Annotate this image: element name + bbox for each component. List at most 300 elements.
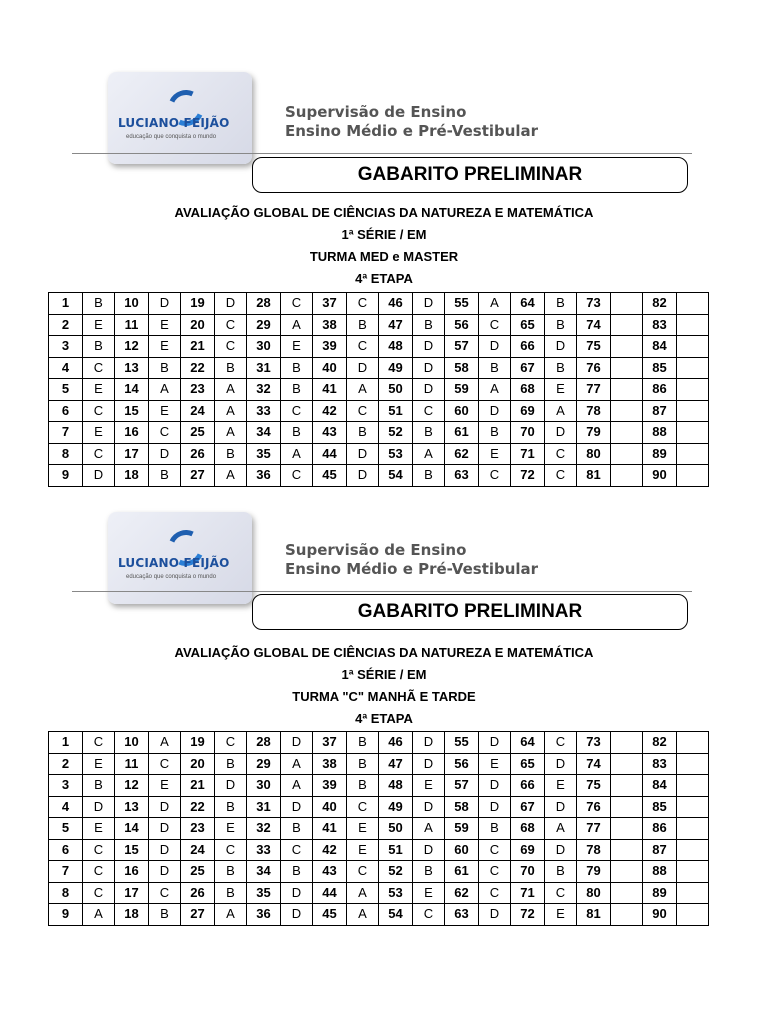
question-number: 74	[577, 314, 611, 336]
answer-cell: C	[347, 293, 379, 315]
answer-cell: A	[281, 314, 313, 336]
table-row	[49, 732, 709, 754]
question-number: 81	[577, 465, 611, 487]
answer-cell	[677, 818, 709, 840]
answer-cell: A	[215, 904, 247, 926]
question-number: 37	[313, 293, 347, 315]
answer-cell: D	[413, 839, 445, 861]
question-number: 33	[247, 400, 281, 422]
question-number: 81	[577, 904, 611, 926]
answer-cell: C	[281, 293, 313, 315]
table-row	[49, 753, 709, 775]
answer-cell: D	[413, 732, 445, 754]
answer-cell: D	[545, 422, 577, 444]
answer-cell: D	[281, 882, 313, 904]
question-number: 30	[247, 775, 281, 797]
question-number: 58	[445, 357, 479, 379]
answer-cell: E	[479, 753, 511, 775]
answer-cell: E	[83, 818, 115, 840]
answer-cell: D	[545, 796, 577, 818]
question-number: 43	[313, 422, 347, 444]
question-number: 79	[577, 861, 611, 883]
answer-cell: A	[281, 753, 313, 775]
question-number: 62	[445, 443, 479, 465]
question-number: 25	[181, 861, 215, 883]
question-number: 89	[643, 443, 677, 465]
answer-cell	[611, 796, 643, 818]
question-number: 21	[181, 336, 215, 358]
question-number: 53	[379, 882, 413, 904]
answer-cell: B	[347, 314, 379, 336]
answer-cell: C	[479, 861, 511, 883]
answer-cell: A	[479, 293, 511, 315]
answer-cell: B	[479, 357, 511, 379]
exam-name: AVALIAÇÃO GLOBAL DE CIÊNCIAS DA NATUREZA E MATEMÁTICA	[174, 645, 594, 660]
answer-cell: B	[281, 422, 313, 444]
question-number: 24	[181, 839, 215, 861]
answer-cell: E	[281, 336, 313, 358]
question-number: 41	[313, 379, 347, 401]
question-number: 51	[379, 839, 413, 861]
answer-cell: A	[83, 904, 115, 926]
answer-cell: E	[545, 904, 577, 926]
question-number: 49	[379, 357, 413, 379]
answer-cell: C	[83, 443, 115, 465]
question-number: 20	[181, 314, 215, 336]
answer-cell: A	[347, 379, 379, 401]
question-number: 51	[379, 400, 413, 422]
question-number: 27	[181, 904, 215, 926]
answer-cell: D	[83, 796, 115, 818]
question-number: 2	[49, 753, 83, 775]
answer-cell: D	[149, 443, 181, 465]
question-number: 9	[49, 465, 83, 487]
question-number: 8	[49, 443, 83, 465]
question-number: 5	[49, 818, 83, 840]
question-number: 78	[577, 839, 611, 861]
answer-cell: C	[215, 314, 247, 336]
answer-cell: D	[413, 753, 445, 775]
answer-cell: C	[347, 336, 379, 358]
answer-cell	[677, 882, 709, 904]
answer-cell: C	[347, 400, 379, 422]
question-number: 71	[511, 882, 545, 904]
class-name: TURMA "C" MANHÃ E TARDE	[292, 689, 476, 704]
question-number: 41	[313, 818, 347, 840]
question-number: 67	[511, 796, 545, 818]
question-number: 45	[313, 904, 347, 926]
question-number: 52	[379, 861, 413, 883]
answer-cell: B	[281, 379, 313, 401]
answer-cell: D	[413, 336, 445, 358]
question-number: 28	[247, 732, 281, 754]
answer-cell: C	[479, 314, 511, 336]
question-number: 32	[247, 818, 281, 840]
answer-cell: E	[545, 379, 577, 401]
question-number: 4	[49, 796, 83, 818]
question-number: 37	[313, 732, 347, 754]
question-number: 23	[181, 818, 215, 840]
answer-cell	[677, 753, 709, 775]
question-number: 17	[115, 882, 149, 904]
answer-cell: B	[281, 357, 313, 379]
supervision-line-1: Supervisão de Ensino	[285, 541, 467, 559]
question-number: 40	[313, 357, 347, 379]
question-number: 55	[445, 732, 479, 754]
answer-cell: E	[83, 422, 115, 444]
question-number: 3	[49, 775, 83, 797]
question-number: 24	[181, 400, 215, 422]
answer-cell: C	[545, 465, 577, 487]
question-number: 66	[511, 336, 545, 358]
divider	[72, 591, 692, 592]
question-number: 60	[445, 839, 479, 861]
answer-cell: B	[215, 753, 247, 775]
answer-cell: A	[215, 400, 247, 422]
question-number: 57	[445, 775, 479, 797]
answer-cell	[611, 861, 643, 883]
answer-cell: B	[479, 818, 511, 840]
question-number: 45	[313, 465, 347, 487]
question-number: 20	[181, 753, 215, 775]
answer-cell	[677, 775, 709, 797]
answer-cell: B	[83, 336, 115, 358]
question-number: 76	[577, 796, 611, 818]
answer-cell: E	[347, 818, 379, 840]
answer-cell: D	[545, 839, 577, 861]
answer-cell: D	[413, 796, 445, 818]
table-row	[49, 775, 709, 797]
answer-cell	[677, 904, 709, 926]
answer-cell: C	[545, 882, 577, 904]
answer-cell: D	[479, 796, 511, 818]
question-number: 43	[313, 861, 347, 883]
question-number: 11	[115, 753, 149, 775]
supervision-line-2: Ensino Médio e Pré-Vestibular	[285, 122, 539, 140]
question-number: 18	[115, 465, 149, 487]
grade-level: 1ª SÉRIE / EM	[341, 667, 427, 682]
answer-cell: D	[479, 775, 511, 797]
question-number: 47	[379, 314, 413, 336]
question-number: 19	[181, 293, 215, 315]
question-number: 9	[49, 904, 83, 926]
question-number: 36	[247, 904, 281, 926]
answer-cell: C	[215, 336, 247, 358]
question-number: 26	[181, 882, 215, 904]
question-number: 73	[577, 293, 611, 315]
answer-cell: D	[347, 465, 379, 487]
answer-cell	[611, 882, 643, 904]
answer-cell: D	[149, 293, 181, 315]
question-number: 16	[115, 861, 149, 883]
question-number: 22	[181, 796, 215, 818]
answer-cell: C	[149, 422, 181, 444]
answer-cell	[611, 775, 643, 797]
answer-cell: C	[149, 882, 181, 904]
answer-cell: C	[347, 861, 379, 883]
answer-cell: E	[479, 443, 511, 465]
question-number: 5	[49, 379, 83, 401]
answer-cell: C	[281, 465, 313, 487]
question-number: 35	[247, 882, 281, 904]
question-number: 77	[577, 818, 611, 840]
answer-cell: D	[479, 732, 511, 754]
answer-cell: B	[347, 732, 379, 754]
question-number: 10	[115, 732, 149, 754]
question-number: 48	[379, 775, 413, 797]
table-row	[49, 882, 709, 904]
table-row	[49, 904, 709, 926]
question-number: 53	[379, 443, 413, 465]
stage: 4ª ETAPA	[355, 271, 413, 286]
question-number: 1	[49, 293, 83, 315]
question-number: 50	[379, 818, 413, 840]
answer-cell: C	[83, 732, 115, 754]
question-number: 54	[379, 904, 413, 926]
question-number: 49	[379, 796, 413, 818]
answer-cell: D	[281, 904, 313, 926]
logo-tagline: educação que conquista o mundo	[126, 134, 217, 140]
question-number: 84	[643, 775, 677, 797]
question-number: 54	[379, 465, 413, 487]
answer-cell: C	[149, 753, 181, 775]
question-number: 73	[577, 732, 611, 754]
question-number: 68	[511, 818, 545, 840]
question-number: 18	[115, 904, 149, 926]
answer-cell: A	[347, 882, 379, 904]
question-number: 59	[445, 379, 479, 401]
answer-cell: A	[149, 379, 181, 401]
question-number: 32	[247, 379, 281, 401]
answer-cell: E	[83, 753, 115, 775]
answer-cell: D	[347, 357, 379, 379]
answer-cell: C	[413, 400, 445, 422]
question-number: 48	[379, 336, 413, 358]
question-number: 26	[181, 443, 215, 465]
answer-cell: B	[149, 904, 181, 926]
question-number: 33	[247, 839, 281, 861]
question-number: 90	[643, 904, 677, 926]
question-number: 21	[181, 775, 215, 797]
answer-cell: E	[545, 775, 577, 797]
question-number: 90	[643, 465, 677, 487]
question-number: 84	[643, 336, 677, 358]
answer-cell: B	[83, 775, 115, 797]
question-number: 78	[577, 400, 611, 422]
answer-cell: D	[413, 293, 445, 315]
question-number: 28	[247, 293, 281, 315]
question-number: 61	[445, 422, 479, 444]
page-title: GABARITO PRELIMINAR	[252, 157, 688, 193]
logo-name: LUCIANO FEIJÃO	[118, 116, 230, 130]
question-number: 68	[511, 379, 545, 401]
question-number: 66	[511, 775, 545, 797]
question-number: 15	[115, 400, 149, 422]
answer-cell: E	[149, 314, 181, 336]
question-number: 7	[49, 861, 83, 883]
answer-cell: C	[347, 796, 379, 818]
question-number: 59	[445, 818, 479, 840]
question-number: 60	[445, 400, 479, 422]
question-number: 30	[247, 336, 281, 358]
question-number: 61	[445, 861, 479, 883]
answer-cell: B	[545, 293, 577, 315]
question-number: 79	[577, 422, 611, 444]
question-number: 86	[643, 379, 677, 401]
question-number: 50	[379, 379, 413, 401]
question-number: 83	[643, 753, 677, 775]
question-number: 85	[643, 796, 677, 818]
question-number: 72	[511, 465, 545, 487]
answer-cell: D	[149, 839, 181, 861]
answer-cell: A	[281, 443, 313, 465]
answer-cell: B	[347, 753, 379, 775]
answer-cell: A	[215, 465, 247, 487]
table-row	[49, 818, 709, 840]
question-number: 27	[181, 465, 215, 487]
answer-cell: C	[215, 732, 247, 754]
answer-cell: E	[83, 314, 115, 336]
answer-cell: A	[479, 379, 511, 401]
answer-cell: D	[479, 336, 511, 358]
answer-cell: D	[281, 732, 313, 754]
answer-cell: D	[413, 379, 445, 401]
question-number: 14	[115, 818, 149, 840]
question-number: 29	[247, 314, 281, 336]
answer-cell: C	[83, 400, 115, 422]
question-number: 88	[643, 422, 677, 444]
question-number: 62	[445, 882, 479, 904]
answer-cell: B	[215, 796, 247, 818]
question-number: 2	[49, 314, 83, 336]
question-number: 64	[511, 293, 545, 315]
exam-name: AVALIAÇÃO GLOBAL DE CIÊNCIAS DA NATUREZA E MATEMÁTICA	[174, 205, 594, 220]
question-number: 64	[511, 732, 545, 754]
question-number: 83	[643, 314, 677, 336]
answer-cell: B	[215, 882, 247, 904]
answer-cell: B	[215, 861, 247, 883]
answer-cell: D	[545, 753, 577, 775]
answer-cell: A	[545, 400, 577, 422]
table-row	[49, 839, 709, 861]
answer-cell: B	[215, 357, 247, 379]
question-number: 8	[49, 882, 83, 904]
question-number: 6	[49, 400, 83, 422]
stage: 4ª ETAPA	[355, 711, 413, 726]
question-number: 12	[115, 775, 149, 797]
question-number: 46	[379, 732, 413, 754]
answer-cell: E	[215, 818, 247, 840]
answer-cell: C	[479, 465, 511, 487]
question-number: 14	[115, 379, 149, 401]
question-number: 55	[445, 293, 479, 315]
question-number: 44	[313, 882, 347, 904]
question-number: 58	[445, 796, 479, 818]
answer-cell: E	[413, 775, 445, 797]
answer-cell: D	[413, 357, 445, 379]
answer-cell: C	[545, 732, 577, 754]
answer-cell: D	[149, 818, 181, 840]
answer-cell: A	[347, 904, 379, 926]
answer-cell: D	[281, 796, 313, 818]
question-number: 80	[577, 882, 611, 904]
question-number: 57	[445, 336, 479, 358]
answer-cell: E	[149, 336, 181, 358]
question-number: 12	[115, 336, 149, 358]
table-row	[49, 861, 709, 883]
question-number: 72	[511, 904, 545, 926]
answer-cell: C	[479, 839, 511, 861]
question-number: 11	[115, 314, 149, 336]
question-number: 77	[577, 379, 611, 401]
answer-cell: B	[215, 443, 247, 465]
question-number: 63	[445, 904, 479, 926]
question-number: 70	[511, 861, 545, 883]
question-number: 16	[115, 422, 149, 444]
question-number: 74	[577, 753, 611, 775]
answer-cell: B	[347, 775, 379, 797]
question-number: 52	[379, 422, 413, 444]
answer-cell: C	[281, 839, 313, 861]
answer-cell	[677, 732, 709, 754]
answer-cell	[677, 839, 709, 861]
question-number: 65	[511, 753, 545, 775]
question-number: 87	[643, 400, 677, 422]
answer-cell	[611, 839, 643, 861]
question-number: 65	[511, 314, 545, 336]
answer-table	[48, 731, 709, 926]
question-number: 42	[313, 839, 347, 861]
logo-tagline: educação que conquista o mundo	[126, 574, 217, 580]
answer-cell: B	[413, 465, 445, 487]
question-number: 42	[313, 400, 347, 422]
question-number: 56	[445, 753, 479, 775]
answer-cell: E	[83, 379, 115, 401]
question-number: 82	[643, 293, 677, 315]
answer-cell	[677, 796, 709, 818]
answer-cell	[611, 818, 643, 840]
answer-cell: B	[545, 357, 577, 379]
question-number: 3	[49, 336, 83, 358]
answer-cell: D	[215, 775, 247, 797]
answer-cell: B	[413, 314, 445, 336]
answer-cell: A	[215, 422, 247, 444]
question-number: 39	[313, 336, 347, 358]
answer-cell: C	[83, 357, 115, 379]
question-number: 34	[247, 861, 281, 883]
question-number: 38	[313, 314, 347, 336]
question-number: 39	[313, 775, 347, 797]
question-number: 75	[577, 336, 611, 358]
answer-cell: C	[281, 400, 313, 422]
question-number: 80	[577, 443, 611, 465]
question-number: 89	[643, 882, 677, 904]
answer-cell: D	[347, 443, 379, 465]
question-number: 63	[445, 465, 479, 487]
question-number: 35	[247, 443, 281, 465]
question-number: 70	[511, 422, 545, 444]
answer-cell: A	[545, 818, 577, 840]
question-number: 87	[643, 839, 677, 861]
answer-cell: B	[83, 293, 115, 315]
question-number: 13	[115, 796, 149, 818]
answer-cell: C	[413, 904, 445, 926]
supervision-line-2: Ensino Médio e Pré-Vestibular	[285, 560, 539, 578]
answer-cell	[611, 753, 643, 775]
answer-cell: D	[479, 904, 511, 926]
answer-cell: A	[413, 818, 445, 840]
question-number: 36	[247, 465, 281, 487]
